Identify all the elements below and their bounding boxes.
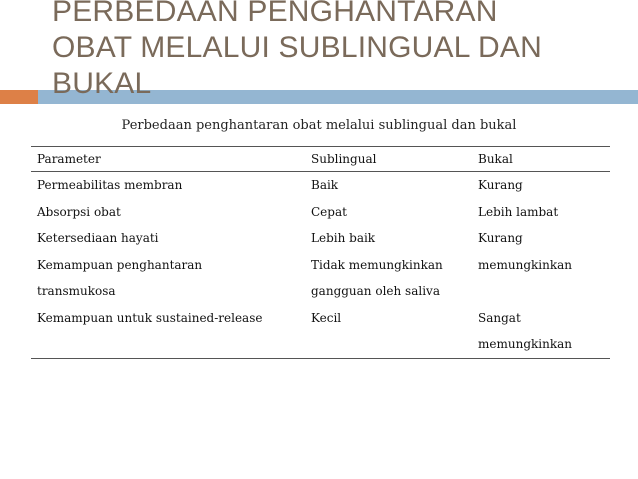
table-body	[31, 172, 610, 358]
cell-text: gangguan oleh saliva	[311, 284, 440, 298]
cell-text: Lebih lambat	[478, 204, 559, 219]
table-header-row	[31, 147, 610, 172]
title-line-2: OBAT MELALUI SUBLINGUAL DAN	[52, 31, 542, 64]
table-row	[31, 225, 610, 252]
cell-bukal	[472, 252, 610, 305]
cell-bukal	[472, 172, 610, 199]
cell-sublingual	[305, 305, 472, 358]
cell-parameter	[31, 252, 305, 305]
cell-text: Kurang	[478, 231, 523, 245]
table-row	[31, 252, 610, 305]
cell-text: memungkinkan	[478, 257, 572, 272]
accent-bar-orange	[0, 90, 38, 104]
cell-text: Cepat	[311, 204, 347, 219]
cell-text: Tidak memungkinkan	[311, 257, 443, 272]
cell-text: Kemampuan penghantaran	[37, 257, 203, 272]
title-line-3: BUKAL	[52, 67, 152, 100]
table-row	[31, 172, 610, 199]
cell-text: Baik	[311, 178, 339, 192]
header-parameter: Parameter	[37, 152, 101, 166]
table-row	[31, 305, 610, 358]
cell-text: memungkinkan	[478, 337, 572, 351]
slide-title	[52, 0, 612, 102]
header-sublingual: Sublingual	[311, 152, 377, 166]
cell-sublingual	[305, 172, 472, 199]
cell-text: Ketersediaan hayati	[37, 231, 159, 245]
cell-sublingual	[305, 252, 472, 305]
cell-text: Kemampuan untuk sustained-release	[37, 310, 263, 325]
cell-parameter	[31, 305, 305, 358]
cell-text: Lebih baik	[311, 231, 376, 245]
title-line-1: PERBEDAAN PENGHANTARAN	[52, 0, 498, 28]
cell-text: transmukosa	[37, 284, 116, 298]
cell-bukal	[472, 305, 610, 358]
table-row	[31, 199, 610, 226]
cell-parameter	[31, 225, 305, 252]
cell-text: Kecil	[311, 310, 342, 325]
cell-parameter	[31, 199, 305, 226]
cell-bukal	[472, 225, 610, 252]
header-bukal: Bukal	[478, 152, 513, 166]
cell-text: Sangat	[478, 310, 521, 325]
cell-sublingual	[305, 199, 472, 226]
cell-sublingual	[305, 225, 472, 252]
cell-bukal	[472, 199, 610, 226]
cell-text: Absorpsi obat	[37, 204, 121, 219]
table-caption: Perbedaan penghantaran obat melalui sublingual dan bukal	[121, 118, 517, 133]
cell-parameter	[31, 172, 305, 199]
cell-text: Permeabilitas membran	[37, 178, 183, 192]
cell-text: Kurang	[478, 178, 523, 192]
comparison-table	[31, 146, 610, 359]
